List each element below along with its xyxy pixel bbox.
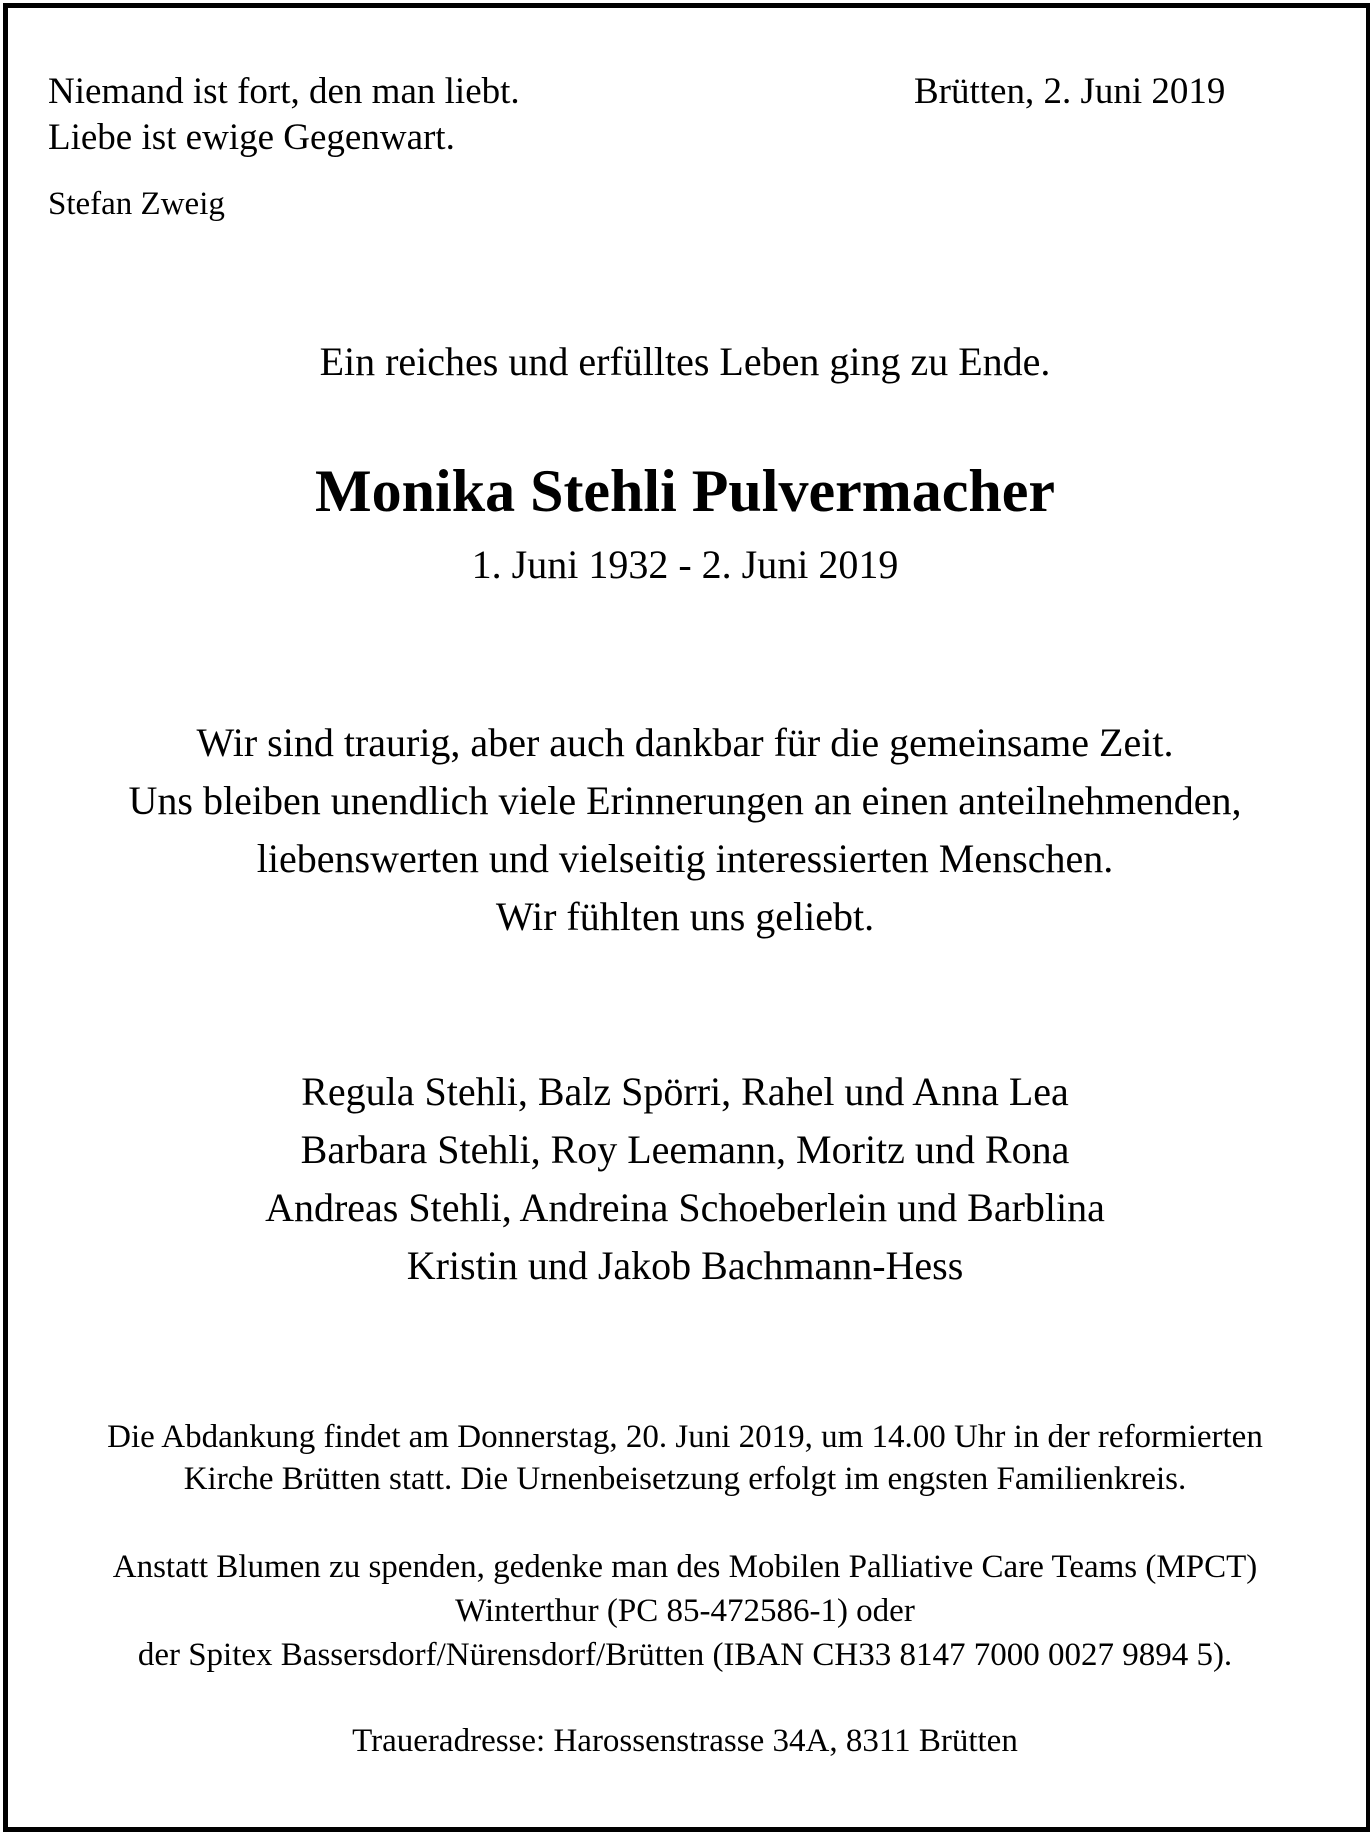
intro-line: Ein reiches und erfülltes Leben ging zu Ende.: [319, 339, 1051, 384]
message-line-4: Wir fühlten uns geliebt.: [495, 894, 875, 939]
donation-line-1: Anstatt Blumen zu spenden, gedenke man des Mobilen Palliative Care Teams (MPCT): [112, 1549, 1258, 1585]
message-line-3: liebenswerten und vielseitig interessierten Menschen.: [256, 836, 1114, 881]
mourning-address: Traueradresse: Harossenstrasse 34A, 8311 Brütten: [352, 1723, 1018, 1759]
donation-line-3: der Spitex Bassersdorf/Nürensdorf/Brütten (IBAN CH33 8147 7000 0027 9894 5).: [137, 1637, 1233, 1673]
mourner-line-4: Kristin und Jakob Bachmann-Hess: [406, 1243, 964, 1288]
quote-author: Stefan Zweig: [48, 186, 225, 222]
donation-line-2: Winterthur (PC 85-472586-1) oder: [455, 1593, 915, 1629]
ceremony-line-2: Kirche Brütten statt. Die Urnenbeisetzung erfolgt im engsten Familienkreis.: [183, 1461, 1187, 1497]
place-date: Brütten, 2. Juni 2019: [914, 71, 1226, 112]
quote-line-1: Niemand ist fort, den man liebt.: [48, 71, 520, 112]
deceased-name: Monika Stehli Pulvermacher: [315, 458, 1055, 524]
message-line-2: Uns bleiben unendlich viele Erinnerungen an einen anteilnehmenden,: [128, 778, 1242, 823]
mourner-line-1: Regula Stehli, Balz Spörri, Rahel und Anna Lea: [301, 1069, 1069, 1114]
deceased-dates: 1. Juni 1932 - 2. Juni 2019: [471, 542, 899, 587]
message-line-1: Wir sind traurig, aber auch dankbar für die gemeinsame Zeit.: [196, 720, 1174, 765]
quote-line-2: Liebe ist ewige Gegenwart.: [48, 117, 455, 158]
mourner-line-3: Andreas Stehli, Andreina Schoeberlein und Barblina: [265, 1185, 1105, 1230]
mourner-line-2: Barbara Stehli, Roy Leemann, Moritz und Rona: [300, 1127, 1070, 1172]
ceremony-line-1: Die Abdankung findet am Donnerstag, 20. Juni 2019, um 14.00 Uhr in der reformierten: [107, 1419, 1263, 1455]
